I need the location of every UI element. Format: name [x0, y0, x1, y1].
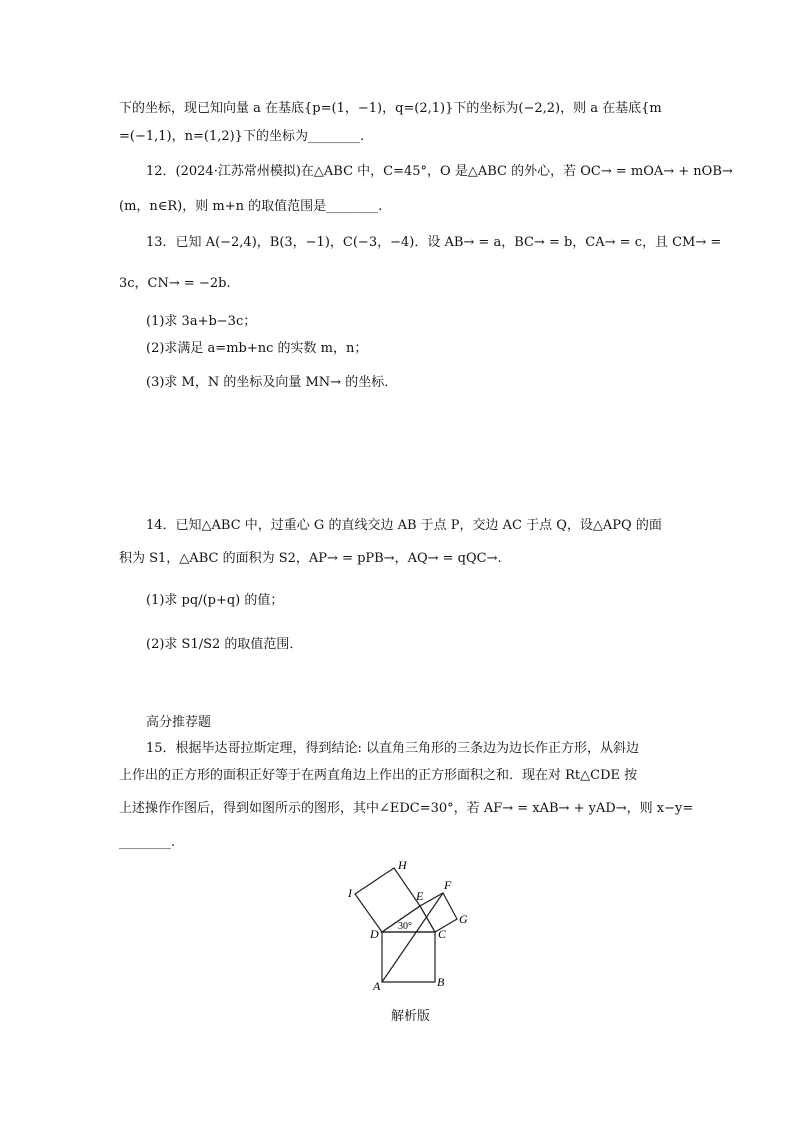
problem-14: 14．已知△ABC 中，过重心 G 的直线交边 AB 于点 P，交边 AC 于点 Q，设△APQ 的面 — [146, 518, 662, 533]
problem-13: 13．已知 A(−2,4)，B(3，−1)，C(−3，−4)．设 AB→ = a，BC→ = b，CA→ = c，且 CM→ = — [146, 235, 722, 250]
pythagoras-figure — [342, 852, 482, 1002]
label-C: C — [438, 927, 447, 941]
text-line: =(−1,1)，n=(1,2)}下的坐标为________. — [119, 129, 365, 144]
subquestion: (2)求 S1/S2 的取值范围． — [146, 637, 303, 652]
text-line: 上作出的正方形的面积正好等于在两直角边上作出的正方形面积之和．现在对 Rt△CDE 按 — [119, 768, 638, 783]
text-line: 下的坐标，现已知向量 a 在基底{p=(1，−1)，q=(2,1)}下的坐标为(−2,2)，则 a 在基底{m — [119, 101, 662, 116]
problem-15: 15．根据毕达哥拉斯定理，得到结论: 以直角三角形的三条边为边长作正方形，从斜边 — [146, 741, 640, 756]
angle-label: 30° — [398, 921, 412, 932]
label-A: A — [373, 979, 381, 993]
problem-12: 12．(2024·江苏常州模拟)在△ABC 中，C=45°，O 是△ABC 的外心，若 OC→ = mOA→ + nOB→ — [146, 164, 733, 179]
label-I: I — [348, 886, 352, 900]
label-H: H — [398, 858, 407, 872]
figure-caption: 解析版 — [391, 1009, 431, 1024]
text-line: (m，n∈R)，则 m+n 的取值范围是________. — [119, 199, 383, 214]
text-line: 上述操作作图后，得到如图所示的图形，其中∠EDC=30°，若 AF→ = xAB→ + yAD→，则 x−y= — [119, 801, 694, 816]
subquestion: (2)求满足 a=mb+nc 的实数 m，n； — [146, 341, 368, 356]
label-G: G — [459, 912, 468, 926]
label-B: B — [437, 975, 445, 989]
subquestion: (1)求 3a+b−3c； — [146, 314, 257, 329]
label-D: D — [370, 927, 379, 941]
section-heading: 高分推荐题 — [146, 715, 212, 730]
text-line: 3c，CN→ = −2b. — [119, 276, 231, 291]
label-F: F — [444, 878, 452, 892]
subquestion: (1)求 pq/(p+q) 的值； — [146, 593, 284, 608]
text-line: 积为 S1，△ABC 的面积为 S2，AP→ = pPB→，AQ→ = qQC→. — [119, 551, 502, 566]
subquestion: (3)求 M，N 的坐标及向量 MN→ 的坐标． — [146, 375, 398, 390]
text-line: ________. — [119, 835, 176, 850]
label-E: E — [416, 889, 424, 903]
